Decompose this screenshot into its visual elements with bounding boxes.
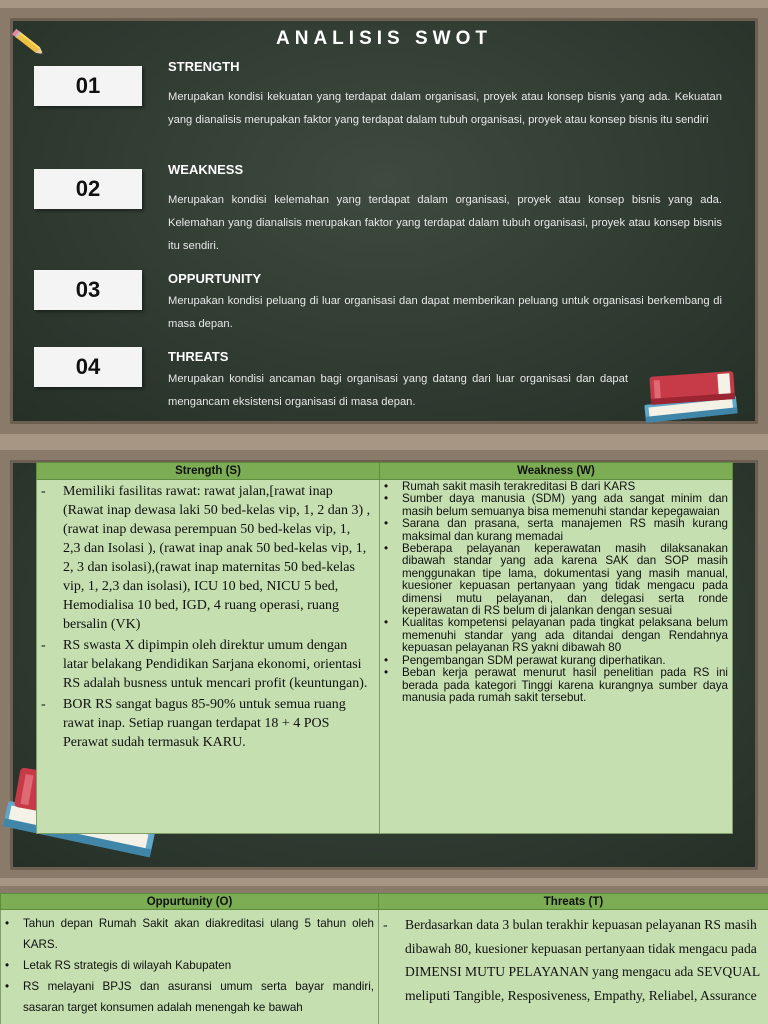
list-item [1, 955, 374, 976]
opportunity-item-insurance: RS melayani BPJS dan asuransi umum serta bayar mandiri, sasaran target konsumen adalah menengah ke bawah [23, 980, 374, 1014]
bullet-marker: • [5, 959, 10, 972]
list-item [380, 543, 728, 617]
weakness-item-accreditation: Rumah sakit masih terakreditasi B dari KARS [402, 480, 636, 493]
list-item [380, 617, 728, 654]
bullet-marker: • [384, 653, 389, 667]
bullet-marker: • [384, 666, 389, 680]
swot-table-strength-weakness [36, 462, 733, 834]
list-item [380, 667, 728, 704]
weakness-description: Merupakan kondisi kelemahan yang terdapat dalam organisasi, proyek atau konsep bisnis yang ada. Kelemahan yang dianalisis merupakan faktor yang terdapat dalam tubuh organisasi, proyek atau konsep bisnis itu sendiri. [168, 194, 722, 252]
dash-marker: - [383, 917, 388, 932]
weakness-item-development: Pengembangan SDM perawat kurang diperhatikan. [402, 653, 666, 667]
strength-item-facilities: Memiliki fasilitas rawat: rawat jalan,[rawat inap (Rawat inap dewasa laki 50 bed-kelas vip, 1, 2 dan 3) ,(rawat inap dewasa perempuan 50 bed-kelas vip, 1, 2,3 dan Isolasi ), (rawat inap anak 50 bed-kelas vip, 1, 2, 3 dan isolasi),(rawat inap maternitas 50 bed-kelas vip, 1, 2,3 dan isolasi), ICU 10 bed, NICU 5 bed, Hemodialisa 10 bed, IGD, 4 ruang operasi, ruang bersalin (VK) [63, 484, 371, 632]
threats-description: Merupakan kondisi ancaman bagi organisasi yang datang dari luar organisasi dan dapat mengancam eksistensi organisasi di masa depan. [168, 373, 628, 408]
list-item [37, 695, 371, 752]
weakness-item-competence: Kualitas kompetensi pelayanan pada tingkat pelaksana belum memenuhi standar yang ada ditandai dengan Rendahnya kepuasan pelayanan RS yakni dibawah 80 [402, 616, 728, 655]
dash-marker: - [41, 638, 46, 653]
weakness-item-nursing-service: Beberapa pelayanan keperawatan masih dilaksanakan dibawah standar yang ada karena SAK dan SOP masih menggunakan tipe lama, dokumentasi yang masih manual, kuesioner kepuasan pertanyaan yang tidak mengacu pada dimensi mutu pelayanan, dan delegasi serta ronde keperawatan di RS belum di jalankan dengan sesuai [402, 542, 728, 618]
books-icon [636, 360, 746, 432]
bullet-marker: • [5, 980, 10, 993]
weakness-item-facilities: Sarana dan prasana, serta manajemen RS masih kurang maksimal dan kurang memadai [402, 517, 728, 543]
dash-marker: - [41, 697, 46, 712]
opportunity-item-location: Letak RS strategis di wilayah Kabupaten [23, 959, 232, 972]
threats-cell [379, 910, 768, 1024]
weakness-cell [380, 480, 733, 834]
list-item [380, 493, 728, 518]
bullet-marker: • [384, 517, 389, 531]
list-item [37, 636, 371, 693]
opportunity-item-reaccreditation: Tahun depan Rumah Sakit akan diakreditasi ulang 5 tahun oleh KARS. [23, 917, 374, 951]
threats-heading: THREATS [168, 349, 229, 364]
opportunity-description: Merupakan kondisi peluang di luar organisasi dan dapat memberikan peluang untuk organisasi berkembang di masa depan. [168, 295, 722, 330]
weakness-heading: WEAKNESS [168, 162, 244, 177]
list-item [380, 518, 728, 543]
section-number-04: 04 [34, 347, 142, 387]
section-number-02: 02 [34, 169, 142, 209]
bullet-marker: • [384, 542, 389, 556]
strength-item-director: RS swasta X dipimpin oleh direktur umum dengan latar belakang Pendidikan Sarjana ekonomi, orientasi RS adalah busness untuk mencari profit (keuntungan). [63, 638, 368, 691]
list-item [1, 913, 374, 955]
weakness-item-hr: Sumber daya manusia (SDM) yang ada sangat minim dan masih belum semuanya bisa memenuhi standar kepegawaian [402, 492, 728, 518]
section-number-01: 01 [34, 66, 142, 106]
list-item [37, 482, 371, 634]
list-item [379, 913, 760, 1007]
opportunity-heading: OPPURTUNITY [168, 271, 262, 286]
bullet-marker: • [5, 917, 10, 930]
opportunity-cell [1, 910, 379, 1024]
weakness-column-header: Weakness (W) [380, 463, 733, 480]
section-number-03: 03 [34, 270, 142, 310]
strength-heading: STRENGTH [168, 59, 240, 74]
bullet-marker: • [384, 616, 389, 630]
page-title: ANALISIS SWOT [276, 28, 492, 49]
opportunity-column-header: Oppurtunity (O) [1, 894, 379, 910]
bullet-marker: • [384, 480, 389, 493]
strength-column-header: Strength (S) [37, 463, 380, 480]
list-item [1, 976, 374, 1018]
threats-item-satisfaction: Berdasarkan data 3 bulan terakhir kepuasan pelayanan RS masih dibawah 80, kuesioner kepuasan pertanyaan tidak mengacu pada DIMENSI MUTU PELAYANAN yang mengacu ada SEVQUAL meliputi Tangible, Resposiveness, Empathy, Reliabel, Assurance [405, 917, 760, 1003]
dash-marker: - [41, 484, 46, 499]
bullet-marker: • [384, 492, 389, 506]
weakness-item-workload: Beban kerja perawat menurut hasil penelitian pada RS ini berada pada kategori Tinggi karena kurangnya sumber daya manusia pada rumah sakit tersebut. [402, 666, 728, 704]
swot-table-opportunity-threats [0, 893, 768, 1024]
threats-column-header: Threats (T) [379, 894, 768, 910]
strength-description: Merupakan kondisi kekuatan yang terdapat dalam organisasi, proyek atau konsep bisnis yang ada. Kekuatan yang dianalisis merupakan faktor yang terdapat dalam tubuh organisasi, proyek atau konsep bisnis itu sendiri [168, 91, 722, 126]
strength-item-bor: BOR RS sangat bagus 85-90% untuk semua ruang rawat inap. Setiap ruangan terdapat 18 + 4 POS Perawat sudah termasuk KARU. [63, 697, 346, 750]
strength-cell [37, 480, 380, 834]
